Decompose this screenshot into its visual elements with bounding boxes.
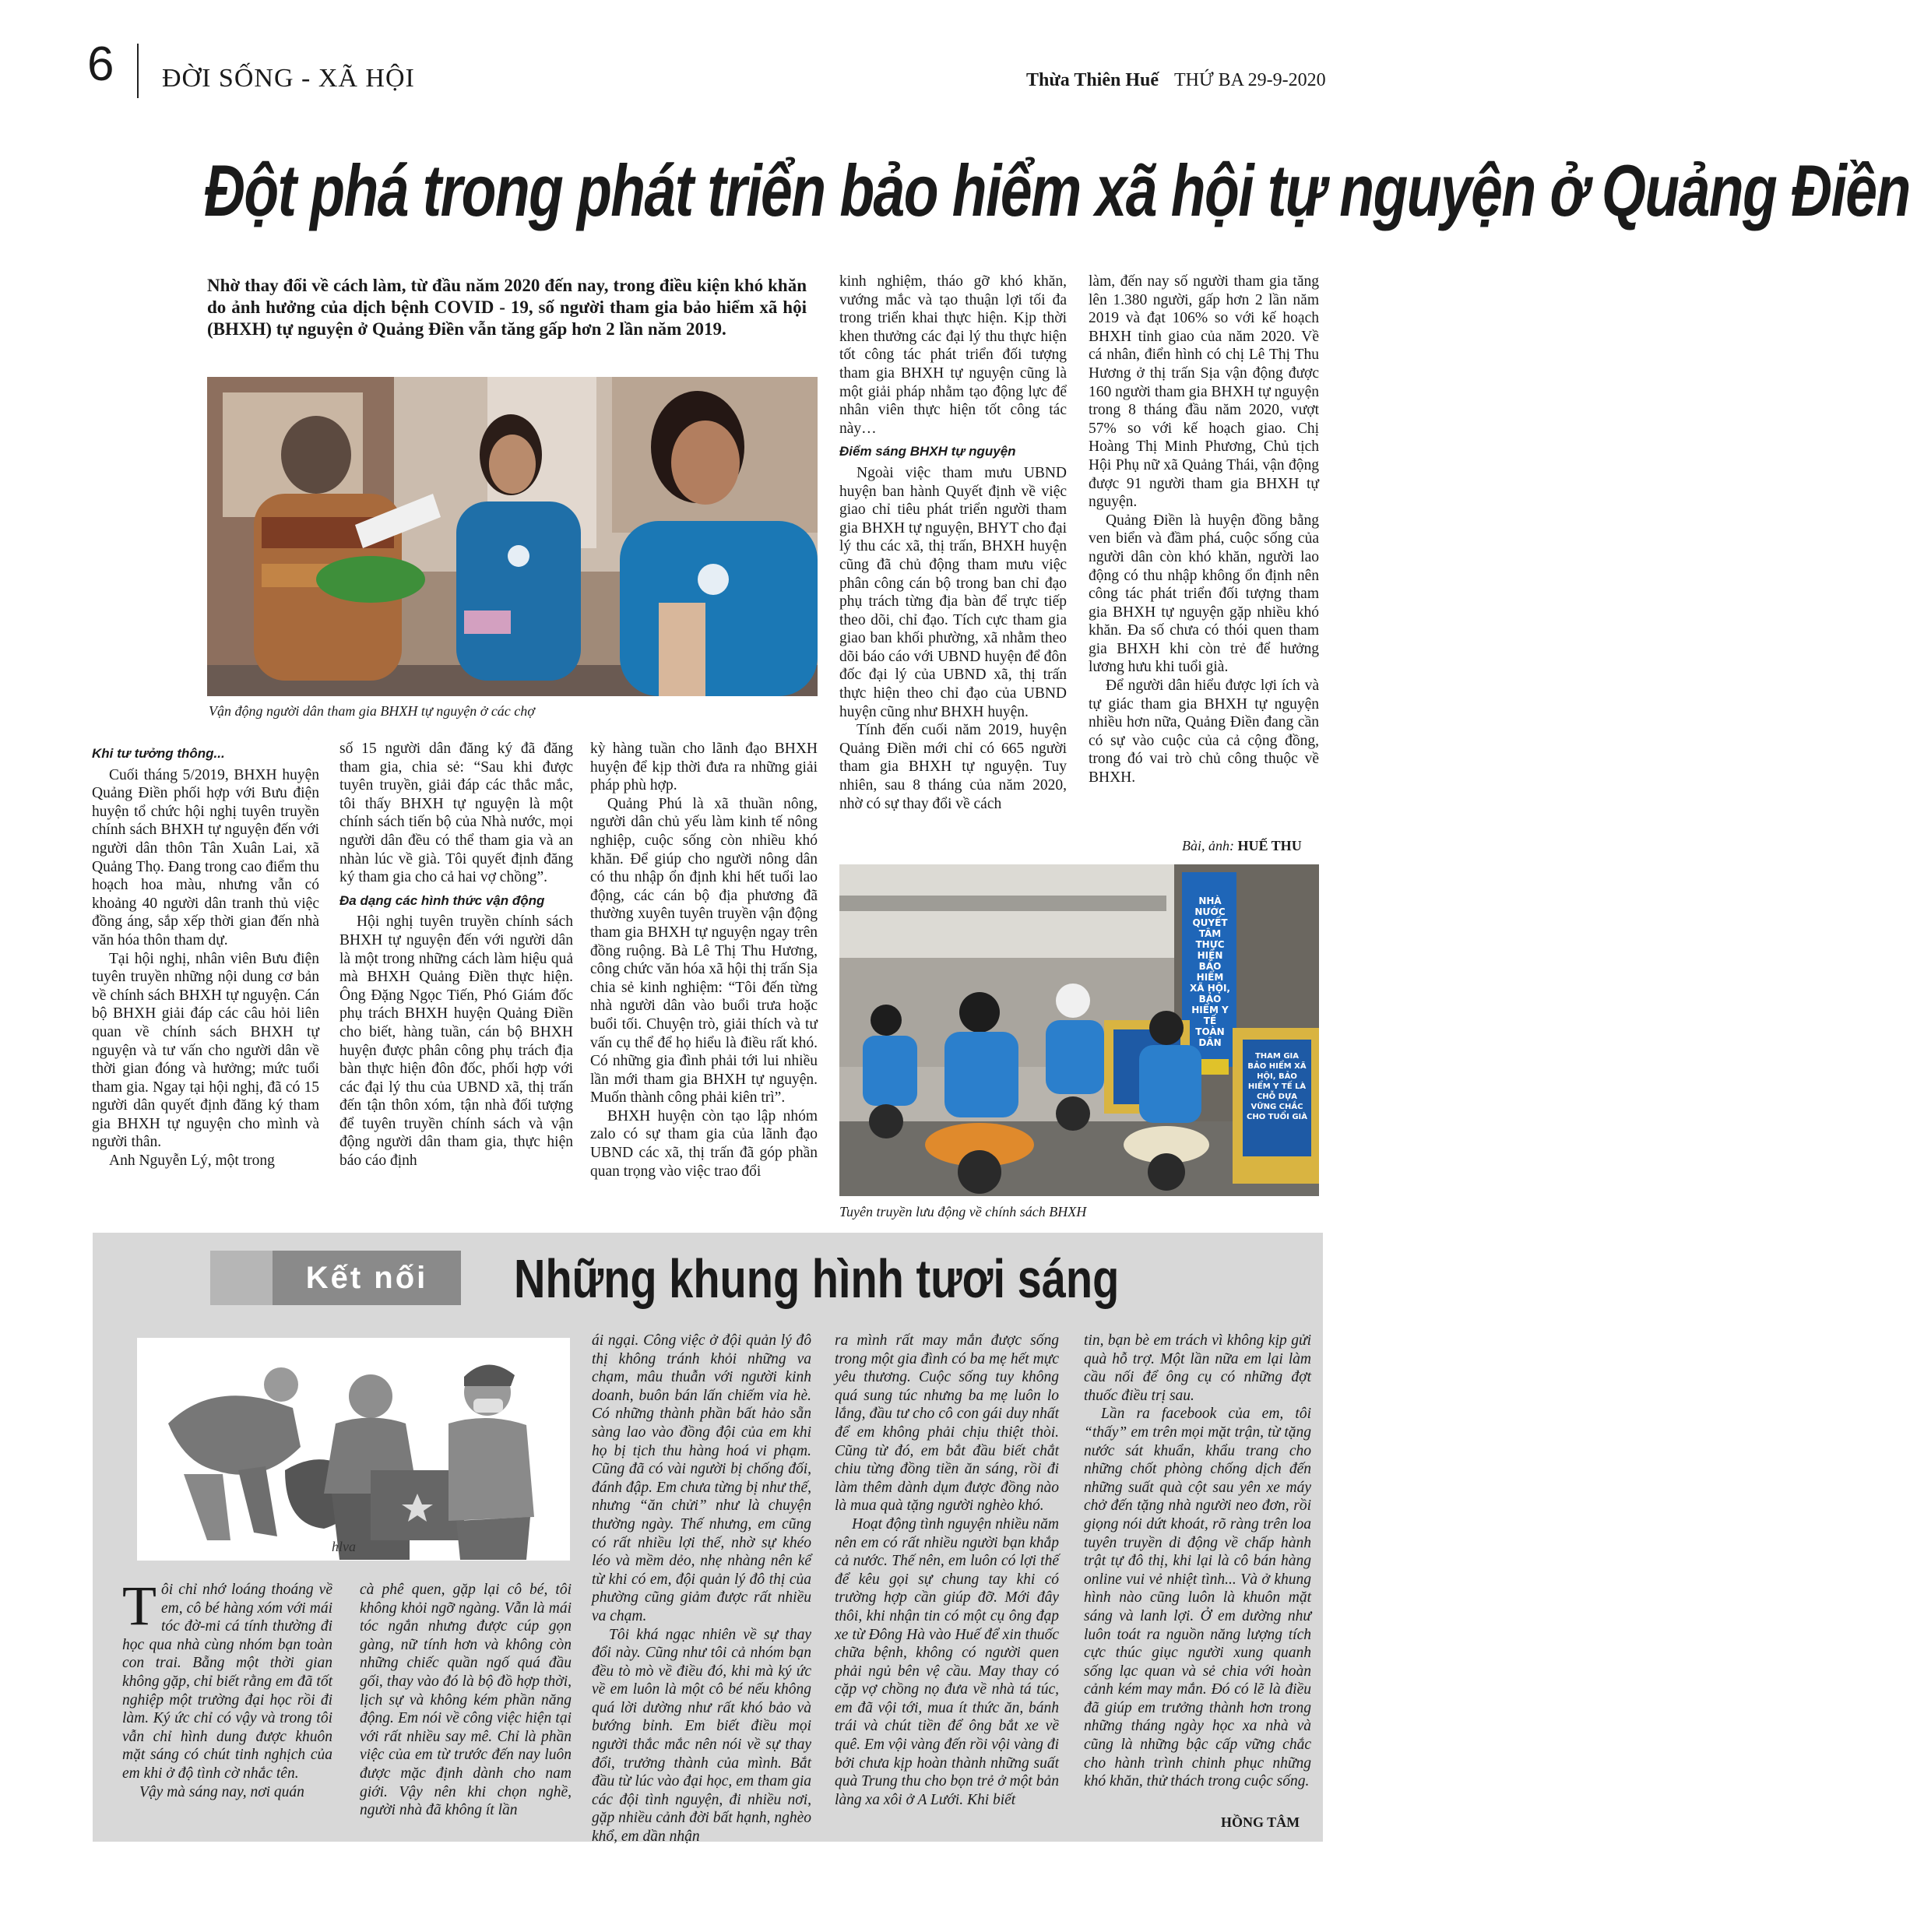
paragraph: tin, bạn bè em trách vì không kịp gửi quà hỗ trợ. Một lần nữa em lại làm cầu nối để ông cụ có những đợt thuốc điều trị sau. [1084, 1332, 1311, 1404]
paragraph: Quảng Điền là huyện đồng bằng ven biển và đầm phá, cuộc sống của người dân còn khó khăn, người lao động có thu nhập không ổn định nên công tác phát triển đối tượng tham gia BHXH tự nguyện gặp nhiều khó khăn. Đa số chưa có thói quen tham gia BHXH khi còn trẻ để hưởng lương hưu khi tuổi già. [1089, 512, 1319, 676]
ket-noi-col-1 [122, 1575, 332, 1801]
paragraph: Quảng Phú là xã thuần nông, người dân chủ yếu làm kinh tế nông nghiệp, cuộc sống còn nhiều khó khăn. Để giúp cho người nông dân có thu nhập ổn định khi hết tuổi lao động, các cán bộ địa phương đã thường xuyên tuyên truyền vận động tham gia BHXH tự nguyện ngay trên đồng ruộng. Bà Lê Thị Thu Hương, công chức văn hóa xã hội thị trấn Sịa chia sẻ kinh nghiệm: “Tôi đến từng nhà người dân vào buổi trưa hoặc buổi tối. Chuyện trò, giải thích và tư vấn cụ thể để họ hiểu là điều rất khó. Có những gia đình phải tới lui nhiều lần mới tham gia BHXH tự nguyện. Muốn thành công phải kiên trì”. [590, 795, 818, 1107]
ket-noi-title [514, 1243, 1120, 1314]
paragraph: kinh nghiệm, tháo gỡ khó khăn, vướng mắc và tạo thuận lợi tối đa trong triển khai thực hiện. Kịp thời khen thưởng các đại lý thu thực hiện tốt công tác phát triển đối tượng tham gia BHXH tự nguyện cũng là một giải pháp nhằm tạo động lực để nhân viên thực hiện tốt công tác này… [839, 273, 1067, 437]
section-name: ĐỜI SỐNG - XÃ HỘI [162, 64, 415, 93]
paragraph: Hội nghị tuyên truyền chính sách BHXH tự nguyện đến với người dân là một trong những cách làm hiệu quả mà BHXH Quảng Điền thực hiện. Ông Đặng Ngọc Tiến, Phó Giám đốc phụ trách BHXH huyện Quảng Điền cho biết, hàng tuần, cán bộ BHXH huyện được phân công phụ trách địa bàn thực hiện đôn đốc, phối hợp với các đại lý thu của UBND xã, thị trấn đến tận thôn xóm, tận nhà đối tượng để tuyên truyền chính sách và vận động người dân tham gia, thực hiện báo cáo định [339, 913, 573, 1170]
illustration-signature: hlva [332, 1539, 356, 1554]
paragraph: Vậy mà sáng nay, nơi quán [139, 1783, 304, 1800]
paragraph: ái ngại. Công việc ở đội quản lý đô thị không tránh khỏi những va chạm, mâu thuẫn với người kinh doanh, buôn bán lấn chiếm vỉa hè. Có những thành phần bất hảo sẵn sàng lao vào đồng đội của em khi họ bị tịch thu hàng hoá vi phạm. Cũng đã có vài người bị chống đối, đánh đập. Em chưa từng bị như thế, nhưng “ăn chửi” như là chuyện thường ngày. Thế nhưng, em cũng có rất nhiều lợi thế, nhờ sự khéo léo và mềm dẻo, nhẹ nhàng nên kể từ khi có em, đội quản lý đô thị của phường cũng giảm được rất nhiều va chạm. [592, 1332, 811, 1624]
ket-noi-col-4 [835, 1332, 1059, 1809]
headline-text: Đột phá trong phát triển bảo hiểm xã hội tự nguyện ở Quảng Điền [204, 150, 1910, 231]
photo1-caption: Vận động người dân tham gia BHXH tự nguyện ở các chợ [209, 703, 535, 719]
paragraph: Cuối tháng 5/2019, BHXH huyện Quảng Điền phối hợp với Bưu điện huyện tổ chức hội nghị tuyên truyền chính sách BHXH tự nguyện đến với người dân thôn Tân Xuân Lai, xã Quảng Thọ. Đang trong cao điểm thu hoạch hoa màu, nhưng vẫn có khoảng 40 người dân tranh thủ việc đồng áng, sắp xếp thời gian đến nhà văn hóa thôn tham dự. [92, 766, 319, 948]
article-col-2 [339, 740, 573, 1170]
motorbike-photo [839, 864, 1319, 1196]
article-col-4 [839, 273, 1067, 813]
market-photo [207, 377, 818, 696]
market-photo-illustration [207, 377, 818, 696]
photo2-banner-text: NHÀ NƯỚC QUYẾT TÂM THỰC HIỆN BẢO HIỂM XÃ HỘI, BẢO HIỂM Y TẾ TOÀN DÂN [1190, 896, 1230, 1048]
subhead-3: Điểm sáng BHXH tự nguyện [839, 444, 1016, 459]
volunteer-sketch [137, 1338, 570, 1561]
photo2-sign-text: THAM GIA BẢO HIỂM XÃ HỘI, BẢO HIỂM Y TẾ LÀ CHỖ DỰA VỮNG CHẮC CHO TUỔI GIÀ [1246, 1052, 1307, 1121]
paragraph: Ngoài việc tham mưu UBND huyện ban hành Quyết định về việc giao chỉ tiêu phát triển người tham gia BHXH tự nguyện, BHYT cho đại lý thu các xã, thị trấn, BHXH huyện cũng đã chủ động tham mưu việc phân công cán bộ trong ban chỉ đạo phụ trách từng địa bàn để trực tiếp theo dõi, chỉ đạo. Tích cực tham gia giao ban khối phường, xã nhằm theo dõi báo cáo với UBND huyện để đôn đốc đại lý của UBND xã, thị trấn thực hiện theo chỉ đạo của UBND huyện cũng như BHXH huyện. [839, 464, 1067, 720]
article-lead: Nhờ thay đổi về cách làm, từ đầu năm 2020 đến nay, trong điều kiện khó khăn do ảnh hưởng của dịch bệnh COVID - 19, số người tham gia bảo hiểm xã hội (BHXH) tự nguyện ở Quảng Điền vẫn tăng gấp hơn 2 lần năm 2019. [207, 276, 807, 339]
article-col-5 [1089, 273, 1319, 787]
article-col-3 [590, 740, 818, 1181]
paragraph: kỳ hàng tuần cho lãnh đạo BHXH huyện để kịp thời đưa ra những giải pháp phù hợp. [590, 741, 818, 794]
paragraph: ôi chỉ nhớ loáng thoáng về em, cô bé hàng xóm với mái tóc đờ-mi cá tính thường đi học qua nhà cùng nhóm bạn toàn con trai. Bẵng một thời gian không gặp, chỉ biết rằng em đã tốt nghiệp một trường đại học rồi đi làm. Ký ức chỉ có vậy và trong tôi vẫn chỉ hình dung được khuôn mặt sáng có chút tinh nghịch của em khi ở độ tình cờ nhắc tên. [122, 1582, 332, 1782]
byline-name: HUẾ THU [1237, 838, 1302, 853]
headline [204, 125, 1910, 257]
ket-noi-col-2 [360, 1581, 572, 1820]
paragraph: Tôi khá ngạc nhiên về sự thay đổi này. Cũng như tôi cả nhóm bạn đều tò mò về điều đó, khi mà ký ức về em luôn là một cô bé nếu không quá lời dường như rất khó bảo và bướng bỉnh. Em biết điều mọi người thắc mắc nên nói về sự thay đổi, trưởng thành của mình. Bắt đầu từ lúc vào đại học, em tham gia các đội tình nguyện, đi nhiều nơi, gặp nhiều cảnh đời bất hạnh, nghèo khổ, em dần nhận [592, 1626, 811, 1846]
paragraph: Tính đến cuối năm 2019, huyện Quảng Điền mới chỉ có 665 người tham gia BHXH tự nguyện. Tuy nhiên, sau 8 tháng của năm 2020, nhờ có sự thay đổi về cách [839, 722, 1067, 812]
page-number: 6 [87, 37, 114, 91]
paragraph: cà phê quen, gặp lại cô bé, tôi không khỏi ngỡ ngàng. Vẫn là mái tóc ngắn nhưng được cúp gọn gàng, nữ tính hơn và không còn những chiếc quần ngố quá đầu gối, thay vào đó là bộ đồ hợp thời, lịch sự và không kém phần năng động. Em nói về công việc hiện tại với rất nhiều say mê. Chỉ là phần việc của em từ trước đến nay luôn được mặc định dành cho nam giới. Vậy nên khi chọn nghề, người nhà đã không ít lần [360, 1582, 572, 1819]
photo2-caption: Tuyên truyền lưu động về chính sách BHXH [839, 1204, 1087, 1219]
subhead-1: Khi tư tưởng thông... [92, 746, 225, 761]
paragraph: Để người dân hiểu được lợi ích và tự giác tham gia BHXH tự nguyện nhiều hơn nữa, Quảng Điền đang cần có sự vào cuộc của cả cộng đồng, trong đó vai trò chủ công thuộc về BHXH. [1089, 677, 1319, 787]
ket-noi-illustration [137, 1338, 570, 1561]
paragraph: số 15 người dân đăng ký đã đăng tham gia, chia sẻ: “Sau khi được tuyên truyền, giải đáp các thắc mắc, tôi thấy BHXH tự nguyện là một chính sách tiến bộ của Nhà nước, mọi người dân đều có thể tham gia và an nhàn lúc về già. Tôi quyết định đăng ký tham gia cho cả hai vợ chồng”. [339, 741, 573, 886]
header-divider [137, 44, 139, 98]
newspaper-name: Thừa Thiên Huế [1026, 70, 1159, 90]
ket-noi-title-text: Những khung hình tươi sáng [514, 1248, 1120, 1309]
ket-noi-col-5 [1084, 1332, 1311, 1791]
article-byline [1182, 838, 1302, 854]
subhead-2: Đa dạng các hình thức vận động [339, 892, 545, 908]
paragraph: ra mình rất may mắn được sống trong một gia đình có ba mẹ hết mực yêu thương. Cuộc sống tuy không quá sung túc nhưng ba mẹ luôn lo lắng, đầu tư cho cô con gái duy nhất để em không phải chịu thiệt thòi. Cũng từ đó, em bắt đầu biết chắt chiu từng đồng tiền ăn sáng, rồi đi làm thêm dành dụm được đồng nào là mua quà tặng người nghèo khó. [835, 1332, 1059, 1515]
ket-noi-label: Kết nối [305, 1261, 428, 1295]
motorbike-photo-illustration [839, 864, 1319, 1196]
issue-date: THỨ BA 29-9-2020 [1174, 70, 1326, 90]
paragraph: Hoạt động tình nguyện nhiều năm nên em có rất nhiều người bạn khắp cả nước. Thế nên, em luôn có lợi thế để kêu gọi sự chung tay khi có trường hợp cần giúp đỡ. Mới đây thôi, khi nhận tin có một cụ ông đạp xe từ Đông Hà vào Huế để xin thuốc chữa bệnh, không có người quen phải ngủ bên vệ cầu. May thay có cặp vợ chồng nọ đưa về nhà tá túc, em đã vội tới, mua ít thức ăn, bánh trái và chút tiền để ông bắt xe về quê. Em vội vàng đến rồi vội vàng đi bởi chưa kịp hoàn thành những suất quà Trung thu cho bọn trẻ ở một bản làng xa xôi ở A Lưới. Khi biết [835, 1515, 1059, 1808]
paragraph: làm, đến nay số người tham gia tăng lên 1.380 người, gấp hơn 2 lần năm 2019 và đạt 106% so với kế hoạch BHXH tỉnh giao của năm 2020. Về cá nhân, điển hình có chị Lê Thị Thu Hương ở thị trấn Sịa vận động được 160 người tham gia BHXH tự nguyện trong 8 tháng đầu năm 2020, vượt 57% so với kế hoạch giao. Chị Hoàng Thị Minh Phương, Chủ tịch Hội Phụ nữ xã Quảng Thái, vận động được 91 người tham gia BHXH tự nguyện. [1089, 273, 1319, 511]
byline-label: Bài, ảnh: [1182, 838, 1234, 853]
article-col-1 [92, 740, 319, 1170]
paragraph: Tại hội nghị, nhân viên Bưu điện tuyên truyền những nội dung cơ bản về chính sách BHXH tự nguyện. Cán bộ BHXH giải đáp các câu hỏi liên quan về chính sách BHXH tự nguyện và tư vấn cho người dân về thời gian đóng và hưởng; mức tuổi tham gia. Ngay tại hội nghị, đã có 15 người dân quyết định đăng ký tham gia BHXH tự nguyện cho mình và người thân. [92, 950, 319, 1151]
ket-noi-tab [273, 1251, 461, 1305]
paragraph: BHXH huyện còn tạo lập nhóm zalo có sự tham gia của lãnh đạo UBND các xã, thị trấn đã góp phần quan trọng vào việc trao đổi [590, 1107, 818, 1180]
paragraph: Anh Nguyễn Lý, một trong [109, 1153, 275, 1170]
ket-noi-byline: HỒNG TÂM [1221, 1814, 1300, 1830]
ket-noi-col-3 [592, 1332, 811, 1846]
dropcap: T [122, 1575, 157, 1637]
paragraph: Lần ra facebook của em, tôi “thấy” em trên mọi mặt trận, từ tặng nước sát khuẩn, khẩu trang cho những chốt phòng chống dịch đến những suất quà cột sau yên xe máy chở đến tặng nhà người neo đơn, rồi giọng nói dứt khoát, rõ ràng trên loa tuyên truyền di động về chấp hành trật tự đô thị, khi lại là cô bán hàng online vui vẻ nhiệt tình... Và ở khung hình nào cũng luôn là khuôn mặt sáng và lanh lợi. Ở em dường như luôn toát ra nguồn năng lượng tích cực thúc giục người xung quanh sống lạc quan và sẻ chia với hoàn cảnh kém may mắn. Đó có lẽ là điều đã giúp em trưởng thành hơn trong những tháng ngày học xa nhà và cũng là những bậc cấp vững chắc cho hành trình chinh phục những khó khăn, thử thách trong cuộc sống. [1084, 1406, 1311, 1790]
